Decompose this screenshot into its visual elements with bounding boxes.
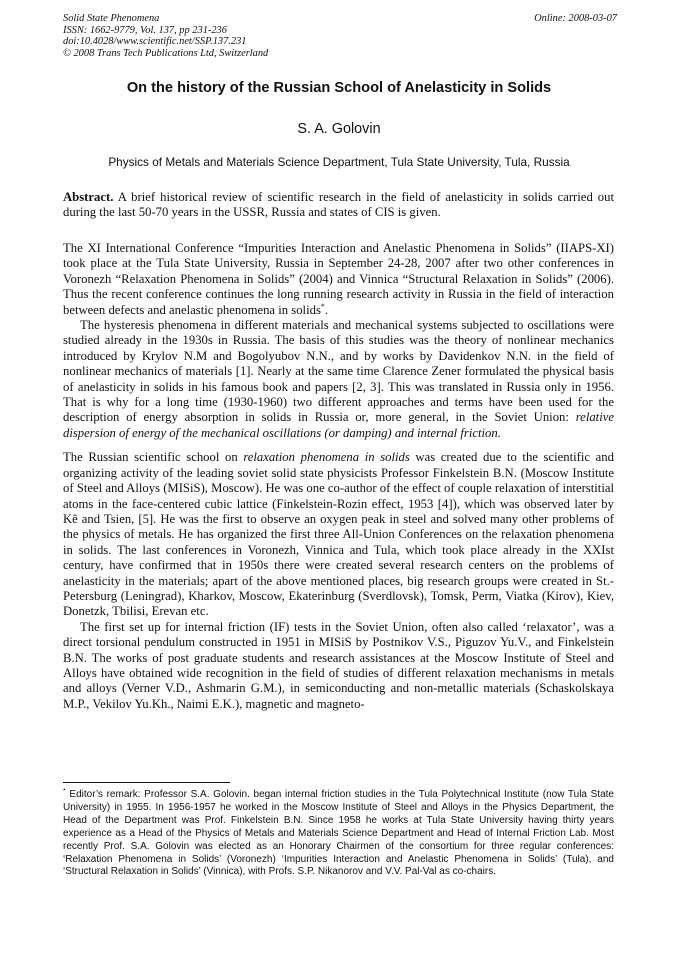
affiliation: Physics of Metals and Materials Science Department, Tula State University, Tula, Russia — [108, 155, 570, 169]
paragraph-2-text: The hysteresis phenomena in different materials and mechanical systems subjected to oscillations were studied already in the 1930s in Russia. The basis of this studies was the theory of nonlinear mechanics introduced by Krylov N.M and Bogolyubov N.N., and by works by Davidenkov N.N. in the field of nonlinear mechanics of materials [1]. Nearly at the same time Clarence Zener formulated the physical basis of anelasticity in solids in his famous book and papers [2, 3]. This was translated in Russia only in 1956. That is why for a long time (1930-1960) two different approaches and terms have been used for the description of energy absorption in solids in Russia or, more general, in the Soviet Union: — [63, 318, 614, 425]
abstract-label: Abstract. — [63, 190, 114, 204]
journal-name: Solid State Phenomena — [63, 13, 160, 24]
paragraph-1-text: The XI International Conference “Impurities Interaction and Anelastic Phenomena in Solids” (IIAPS-XI) took place at the Tula State University, Russia in September 24-28, 2007 after two other conferences in Voronezh “Relaxation Phenomena in Solids” (2004) and Vinnica “Structural Relaxation in Solids” (2006). Thus the recent conference continues the long running research activity in Russia in the field of interaction between defects and anelastic phenomena in solids — [63, 241, 614, 317]
paragraph-3-text-b: was created due to the scientific and organizing activity of the leading soviet solid state physicists Professor Finkelstein B.N. (Moscow Institute of Steel and Alloys (MISiS), Moscow). He was one co-author of the effect of couple relaxation of interstitial atoms in the face-centered cubic lattice (Finkelstein-Rozin effect, 1953 [4]), which was observed later by Kê and Tsien, [5]. He was the first to observe an oxygen peak in steel and solved many other problems of the physics of metals. He has organized the first three All-Union Conferences on the relaxation phenomena in solids. The last conferences in Voronezh, Vinnica and Tula, which took place already in the XXIst century, have confirmed that in 1950s there were created several research centers on the problems of anelasticity in the materials; apart of the above mentioned places, big research groups were created in St.-Petersburg (Leningrad), Kharkov, Moscow, Ekaterinburg (Sverdlovsk), Tomsk, Perm, Viatka (Kirov), Kiev, Donetzk, Tbilisi, Erevan etc. — [63, 450, 614, 619]
paragraph-4: The first set up for internal friction (IF) tests in the Soviet Union, often also called ‘relaxator’, was a direct torsional pendulum constructed in 1951 in MISiS by Postnikov V.S., Piguzov Yu.V., and Finkelstein B.N. The works of post graduate students and research assistances at the Moscow Institute of Steel and Alloys have obtained wide recognition in the field of studies of different relaxation mechanisms in metals and alloys (Verner V.D., Ashmarin G.M.), in semiconducting and non-metallic materials (Schaskolskaya M.P., Vekilov Yu.Kh., Naimi E.K.), magnetic and magneto- — [63, 619, 614, 711]
online-date: Online: 2008-03-07 — [534, 13, 617, 24]
footnote — [63, 789, 614, 879]
footnote-marker: * — [320, 301, 325, 311]
abstract — [63, 190, 614, 221]
footnote-mark: * — [63, 788, 66, 795]
abstract-text: A brief historical review of scientific research in the field of anelasticity in solids carried out during the last 50-70 years in the USSR, Russia and states of CIS is given. — [63, 190, 614, 220]
paragraph-1-end: . — [324, 302, 329, 317]
doi-line: doi:10.4028/www.scientific.net/SSP.137.231 — [63, 36, 247, 48]
paragraph-2 — [63, 318, 614, 441]
footnote-text: Editor’s remark: Professor S.A. Golovin. began internal friction studies in the Tula Polytechnical Institute (now Tula State University) in 1955. In 1956-1957 he worked in the Moscow Institute of Steel and Alloys in the Physics Department, the Head of the Department was Prof. Finkelstein B.N. Since 1958 he works at Tula State University having thirty years experience as a Head of the Physics of Metals and Materials Science Department and Head of Internal Friction Lab. Most recently Prof. S.A. Golovin was elected as an Honorary Chairmen of the consortium for three regular conferences: ‘Relaxation Phenomena in Solids’ (Voronezh) ‘Impurities Interaction and Anelastic Phenomena in Solids’ (Tula), and ‘Structural Relaxation in Solids’ (Vinnica), with Profs. S.P. Nikanorov and V.V. Pal-Val as co-chairs. — [63, 789, 614, 878]
paragraph-3 — [63, 450, 614, 619]
paragraph-2-emphasis: relative dispersion of energy of the mechanical oscillations (or damping) and internal friction. — [63, 410, 614, 440]
issn-line: ISSN: 1662-9779, Vol. 137, pp 231-236 — [63, 24, 227, 36]
main-text — [63, 241, 614, 712]
paragraph-3-emphasis: relaxation phenomena in solids — [243, 450, 410, 465]
paper-title: On the history of the Russian School of Anelasticity in Solids — [126, 80, 552, 96]
paragraph-1 — [63, 241, 614, 318]
author-name: S. A. Golovin — [297, 121, 381, 137]
footnote-divider — [63, 782, 230, 783]
journal-header — [63, 13, 268, 60]
copyright-line: © 2008 Trans Tech Publications Ltd, Switzerland — [63, 48, 269, 60]
paragraph-3-text-a: The Russian scientific school on — [63, 450, 244, 465]
